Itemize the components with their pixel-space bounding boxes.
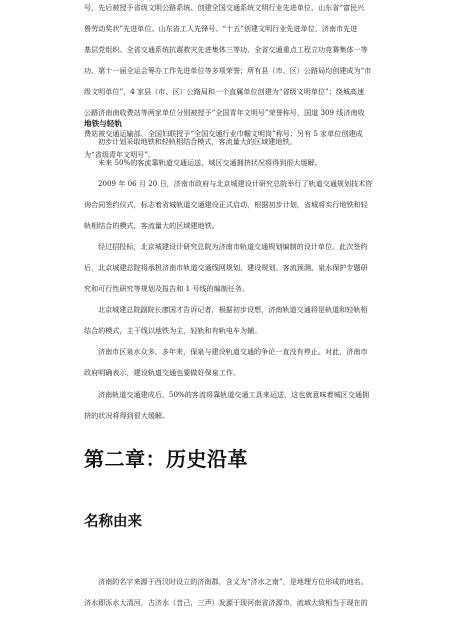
text-line: 轨相结合的模式，客流量大的区域建地铁。 [84, 221, 219, 230]
text-line: 经过招投标，北京城建设计研究总院为济南市轨道交通规划编制的设计单位。此次签约 [98, 242, 368, 251]
text-line: 后，北京城建总院将承担济南市轨道交通线网规划、建设规划、客流预测、泉水保护专题研 [84, 263, 368, 272]
text-line: 级文明单位”，4 家县（市、区）公路局和一个直属单位创建为“省级文明单位”；绕城高速 [84, 87, 365, 96]
text-line: 挤的状况将得到很大缓解。 [84, 411, 170, 420]
text-line: 鲁劳动奖状”先进单位、山东省工人先锋号、“十五”创建文明行业先进单位、济南市先进 [84, 24, 358, 33]
body-paragraph [84, 341, 384, 383]
text-line: 2009 年 06 月 20 日，济南市政府与北京城建设计研究总院举行了轨道交通规划技术咨 [98, 179, 373, 188]
text-line: 功、第十一届全运会筹办工作先进单位等多项荣誉；所有县（市、区）公路局均创建成为“市 [84, 66, 372, 75]
closing-paragraph [84, 571, 384, 613]
text-line: 济南市区泉水众多，多年来，保泉与建设轨道交通的争论一直没有停止。对此，济南市 [98, 347, 368, 356]
subheading-metro: 地铁与轻轨 [84, 119, 122, 128]
text-line: 政府明确表示，建设轨道交通也要做好保泉工作。 [84, 368, 241, 377]
text-line: 未来 50%的客流靠轨道交通运送，城区交通拥挤状况将得到很大缓解。 [98, 158, 322, 167]
text-line: 为“省级青年文明号”。 [84, 150, 156, 159]
body-paragraph [84, 299, 384, 341]
text-line: 济南的名字来源于西汉时设立的济南郡，含义为“济水之南”，是地理方位形成的地名。 [98, 577, 368, 586]
text-line: 费站被交通运输部、全国妇联授予“全国交通行业巾帼文明岗”称号；另有 5 家单位创建成 [84, 129, 363, 138]
text-line: 初步计划采取地铁和轻轨相结合模式，客流量大的区域建地铁。 [98, 137, 297, 146]
text-line: 济南轨道交通建成后，50%的客流将靠轨道交通工具来运送，这也就意味着城区交通拥 [98, 390, 370, 399]
text-line: 结合的模式，主干线以地铁为主，轻轨和有轨电车为辅。 [84, 326, 262, 335]
body-paragraph [84, 131, 384, 152]
text-line: 北京城建总院副院长廖国才告诉记者，根据初步设想，济南轨道交通将是轨道和轻轨相 [98, 305, 368, 314]
text-line: 询合同签约仪式，标志着省城轨道交通建设正式启动，根据初步计划，省城将实行地铁和轻 [84, 200, 368, 209]
text-line: 究和可行性研究等规划及报告和 1 号线的编制任务。 [84, 284, 250, 293]
body-paragraph [84, 173, 384, 236]
section-title: 名称由来 [84, 514, 142, 530]
text-line: 基层党组织、全省交通系统抗震救灾先进集体三等功、全省交通重点工程立功竞赛集体一等 [84, 45, 368, 54]
text-line: 公路济南南收费站等两家单位分别被授予“全国青年文明号”荣誉称号，国道 309 线济南收 [84, 108, 365, 117]
text-line: 号，先后被授予省级文明公路系统、创建全国交通系统文明行业先进单位、山东省“富民兴 [84, 3, 365, 12]
text-line: 济水即泺水大清河，古济水（音己，三声）发源于现河南省济源市，流域大致相当于现在的 [84, 598, 368, 607]
body-paragraph [84, 236, 384, 299]
body-paragraph [84, 152, 384, 173]
chapter-title: 第二章：历史沿革 [84, 447, 248, 471]
body-paragraph [84, 384, 384, 426]
